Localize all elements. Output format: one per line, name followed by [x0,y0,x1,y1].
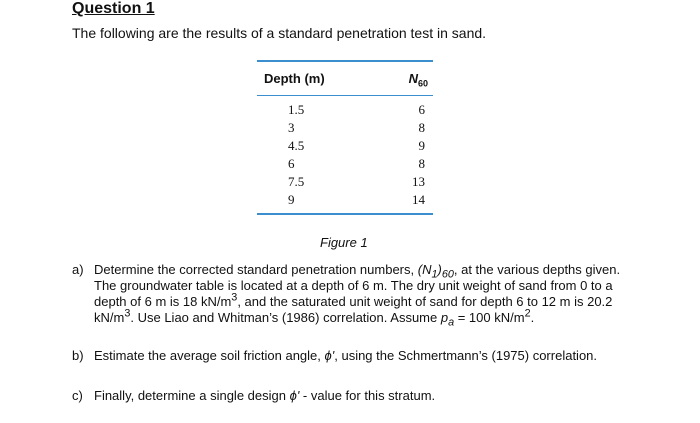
table-row [257,191,433,209]
n1-symbol [417,262,454,281]
cell-depth: 7.5 [288,174,305,189]
unit-exponent: 3 [231,291,238,304]
part-b-text-2: , using the Schmertmann’s (1975) correlation. [334,348,598,363]
cell-n60: 13 [412,174,425,189]
table-row [257,101,433,119]
table-bottom-rule [257,213,433,215]
cell-n60: 8 [418,156,425,171]
unit-exponent: 3 [124,307,131,320]
part-a-text-5: = 100 kN/m [454,310,525,325]
part-a-text-1: Determine the corrected standard penetration numbers, [94,262,418,277]
part-b-text [94,348,632,364]
header-n-letter: N [408,71,418,86]
pa-symbol [440,310,455,329]
cell-depth: 6 [288,156,295,171]
cell-n60: 6 [418,102,425,117]
part-b [72,348,632,364]
part-a-text-3: , and the saturated unit weight of sand for depth 6 to 12 m is 20.2 kN/m [94,294,613,325]
table-row [257,119,433,137]
table-body [257,96,433,209]
header-n60 [409,71,428,91]
cell-n60: 9 [418,138,425,153]
table-row [257,173,433,191]
unit-exponent: 2 [524,307,531,320]
cell-depth: 1.5 [288,102,305,117]
cell-n60: 8 [418,120,425,135]
phi-symbol: ϕ' [324,348,335,363]
cell-depth: 4.5 [288,138,305,153]
n1-subscript: 1 [431,268,438,281]
part-c-text-2: - value for this stratum. [299,388,436,403]
part-c-label: c) [72,388,83,403]
cell-n60: 14 [412,192,425,207]
part-a-text-2: , at the various depths given. The groundwater table is located at a depth of 6 m. The dry unit weight of sand from 0 to a depth of 6 m is 18 kN/m [94,262,621,309]
part-a-text-6: . [530,310,535,325]
table-row [257,137,433,155]
pa-subscript: a [448,316,455,329]
cell-depth: 3 [288,120,295,135]
question-intro: The following are the results of a standard penetration test in sand. [72,25,487,41]
part-c-text-1: Finally, determine a single design [94,388,290,403]
header-depth: Depth (m) [264,71,325,86]
figure-caption: Figure 1 [320,235,368,250]
cell-depth: 9 [288,192,295,207]
n1-subscript-60: 60 [441,268,454,281]
part-b-text-1: Estimate the average soil friction angle, [94,348,325,363]
pa-letter: p [440,310,449,325]
part-b-label: b) [72,348,84,363]
question-title: Question 1 [72,0,155,17]
part-a-text-4: . Use Liao and Whitman’s (1986) correlation. Assume [130,310,441,325]
table-header [257,62,433,91]
part-c [72,388,632,404]
phi-symbol: ϕ' [289,388,300,403]
part-a-text [94,262,632,329]
n1-letter: (N [417,262,432,277]
spt-table [257,60,433,215]
part-a-label: a) [72,262,84,277]
header-n-subscript: 60 [417,78,428,89]
part-a [72,262,632,329]
part-c-text [94,388,632,404]
table-row [257,155,433,173]
n1-close: ) [437,262,442,277]
